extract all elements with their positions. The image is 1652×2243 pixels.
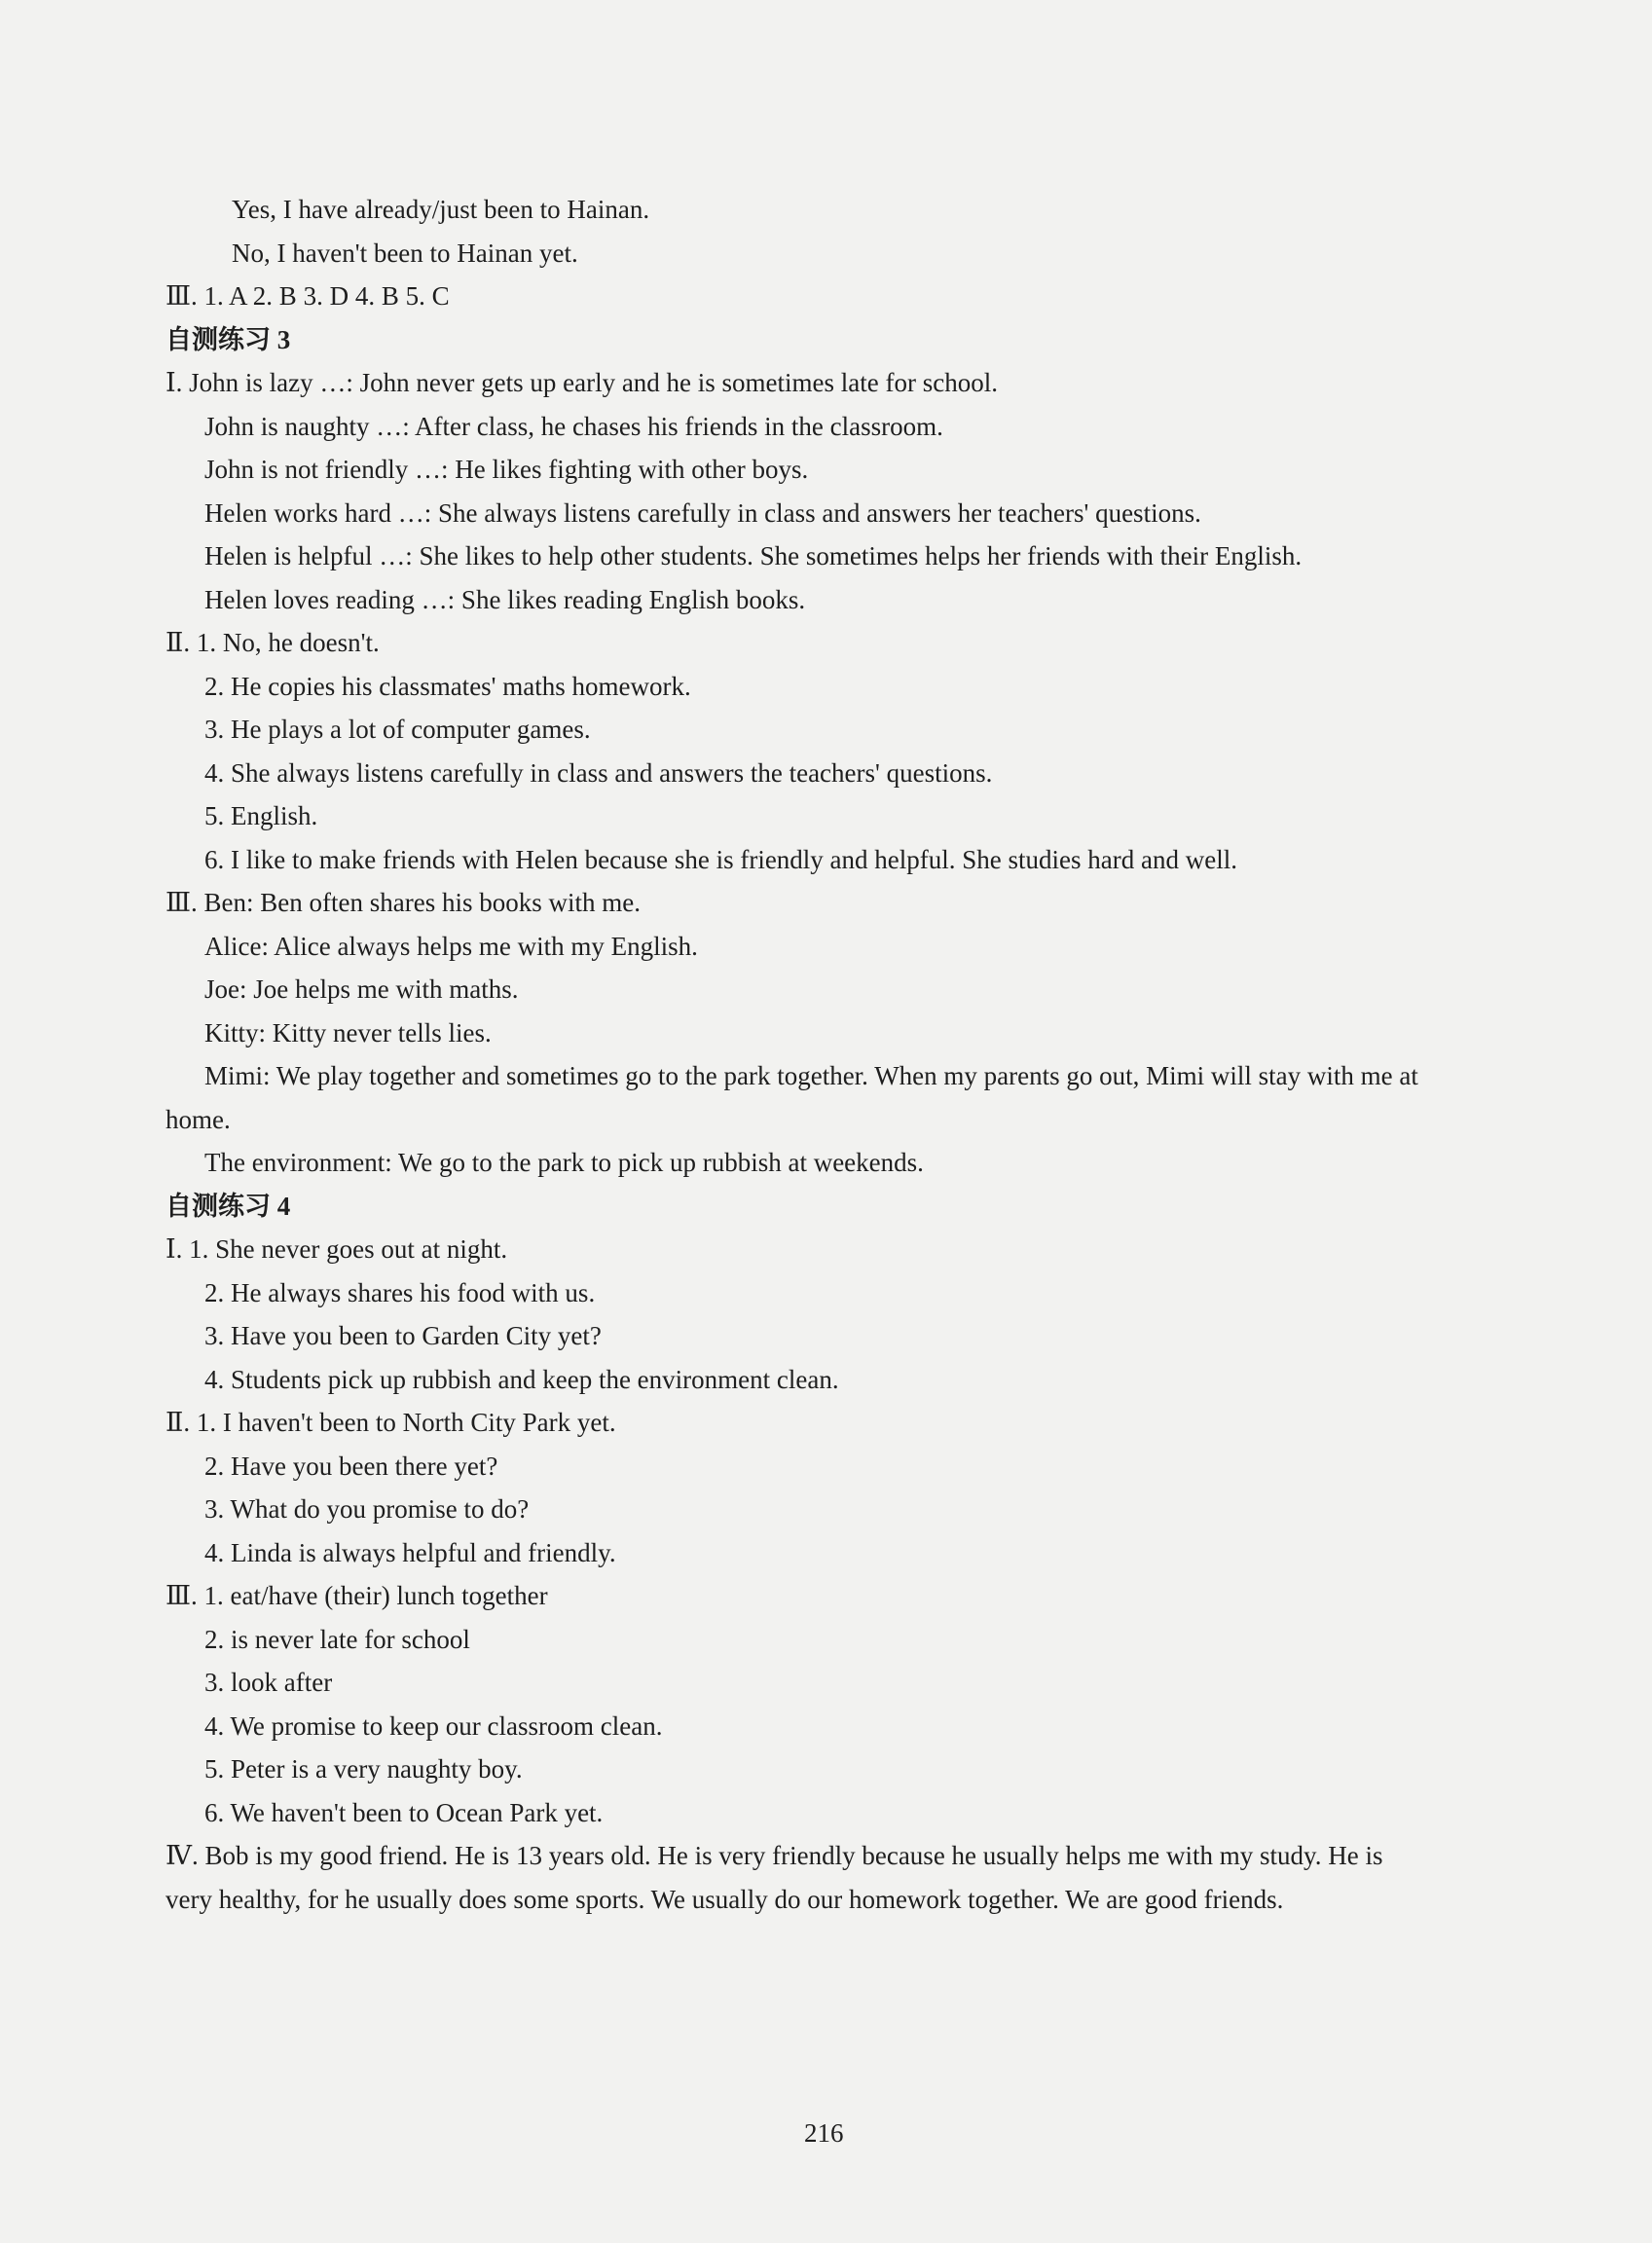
answer-line: No, I haven't been to Hainan yet. <box>232 239 578 268</box>
answer-line: Kitty: Kitty never tells lies. <box>204 1018 492 1048</box>
answer-line: Yes, I have already/just been to Hainan. <box>232 195 650 224</box>
answer-line: 5. English. <box>204 801 318 830</box>
answer-line: 2. Have you been there yet? <box>204 1452 498 1481</box>
answer-line: Ⅰ. 1. She never goes out at night. <box>165 1234 508 1264</box>
answer-line: Ⅱ. 1. I haven't been to North City Park yet. <box>165 1408 616 1437</box>
answer-line: Helen loves reading …: She likes reading English books. <box>204 585 806 614</box>
answer-line: 6. We haven't been to Ocean Park yet. <box>204 1798 604 1827</box>
answer-line: Ⅰ. John is lazy …: John never gets up early and he is sometimes late for school. <box>165 368 998 397</box>
answer-line: 3. look after <box>204 1668 333 1697</box>
answer-line: Joe: Joe helps me with maths. <box>204 974 519 1004</box>
answer-line: Helen works hard …: She always listens carefully in class and answers her teachers' questions. <box>204 498 1201 528</box>
answer-line: Ⅲ. 1. eat/have (their) lunch together <box>165 1581 548 1610</box>
answer-line: Ⅲ. Ben: Ben often shares his books with me. <box>165 888 641 917</box>
answer-line: 4. She always listens carefully in class and answers the teachers' questions. <box>204 758 993 788</box>
answer-line: 3. He plays a lot of computer games. <box>204 715 591 744</box>
answer-line: Mimi: We play together and sometimes go to the park together. When my parents go out, Mimi will stay with me at <box>204 1061 1418 1090</box>
answer-line: 4. Linda is always helpful and friendly. <box>204 1538 616 1567</box>
answer-line: 2. He copies his classmates' maths homework. <box>204 672 691 701</box>
section-heading: 自测练习 3 <box>165 325 291 354</box>
answer-line: John is naughty …: After class, he chases his friends in the classroom. <box>204 412 943 441</box>
answer-line: 3. What do you promise to do? <box>204 1494 530 1524</box>
answer-line: 4. Students pick up rubbish and keep the environment clean. <box>204 1365 839 1394</box>
answer-line: Ⅱ. 1. No, he doesn't. <box>165 628 380 657</box>
answer-line: The environment: We go to the park to pick up rubbish at weekends. <box>204 1148 924 1177</box>
answer-line: 6. I like to make friends with Helen because she is friendly and helpful. She studies hard and well. <box>204 845 1237 874</box>
answer-line: very healthy, for he usually does some sports. We usually do our homework together. We are good friends. <box>165 1885 1284 1914</box>
answer-line: 4. We promise to keep our classroom clean. <box>204 1711 663 1741</box>
answer-line: Ⅳ. Bob is my good friend. He is 13 years old. He is very friendly because he usually helps me with my study. He is <box>165 1841 1383 1870</box>
answer-line: home. <box>165 1105 231 1134</box>
answer-line: Alice: Alice always helps me with my English. <box>204 932 698 961</box>
answer-line: Ⅲ. 1. A 2. B 3. D 4. B 5. C <box>165 281 450 311</box>
answer-line: 5. Peter is a very naughty boy. <box>204 1754 523 1783</box>
page-number: 216 <box>804 2118 844 2148</box>
answer-line: 2. is never late for school <box>204 1625 470 1654</box>
section-heading: 自测练习 4 <box>165 1192 291 1221</box>
answer-line: 3. Have you been to Garden City yet? <box>204 1321 602 1350</box>
answer-line: Helen is helpful …: She likes to help other students. She sometimes helps her friends with their English. <box>204 541 1303 570</box>
answer-line: 2. He always shares his food with us. <box>204 1278 596 1307</box>
answer-line: John is not friendly …: He likes fighting with other boys. <box>204 455 809 484</box>
